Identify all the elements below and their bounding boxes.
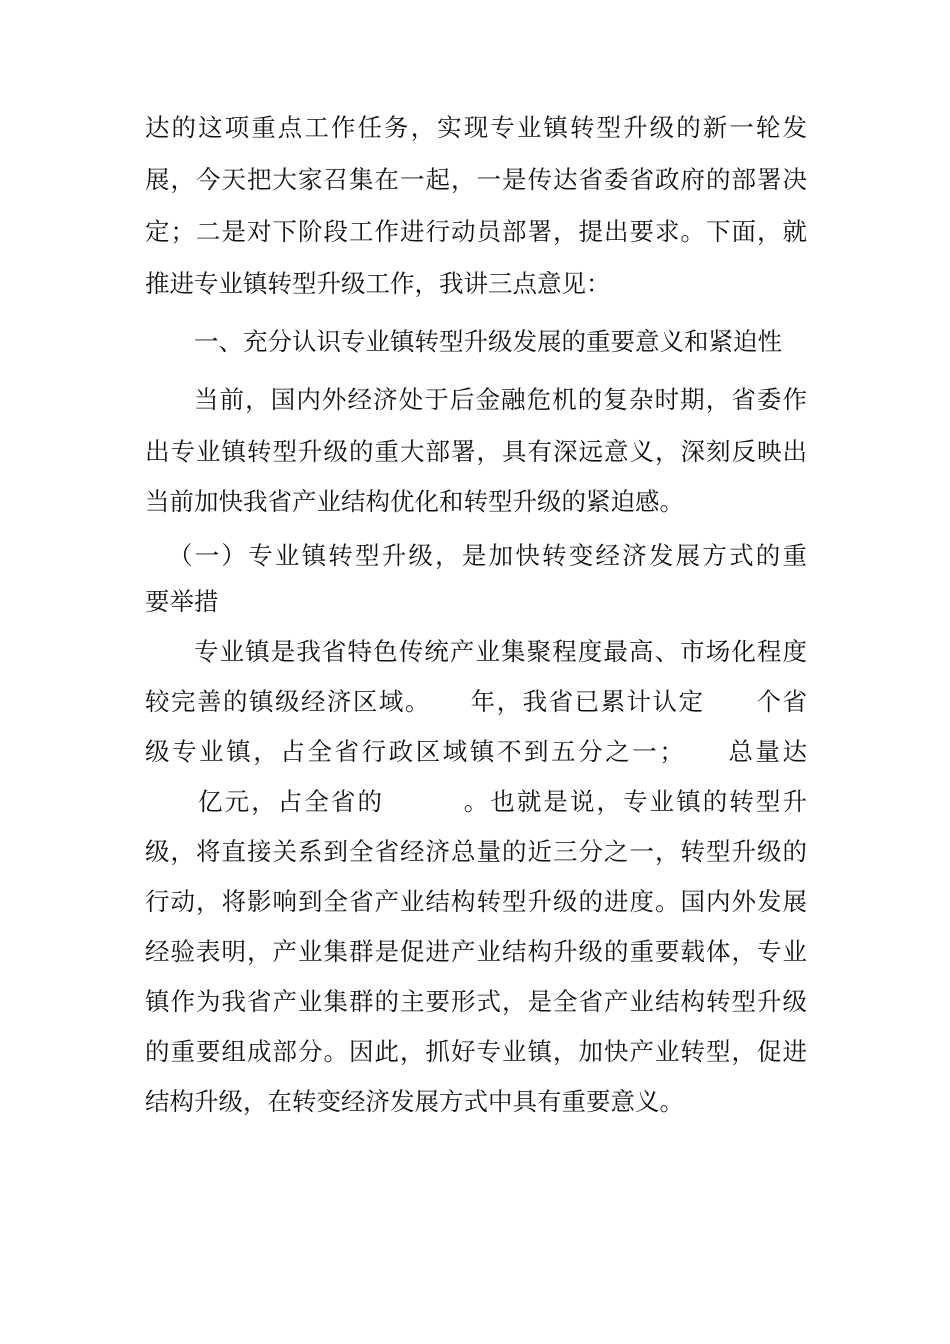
text-line: 级，将直接关系到全省经济总量的近三分之一，转型升级的: [145, 837, 807, 866]
text-line: 推进专业镇转型升级工作，我讲三点意见：: [145, 269, 611, 298]
text-line: 较完善的镇级经济区域。 年，我省已累计认定 个省: [145, 687, 807, 716]
subsection-heading-cont: 要举措: [145, 587, 219, 616]
subsection-heading: （一）专业镇转型升级，是加快转变经济发展方式的重: [168, 541, 807, 570]
text-line: 经验表明，产业集群是促进产业结构升级的重要载体，专业: [145, 937, 807, 966]
text-line: 级专业镇，占全省行政区域镇不到五分之一； 总量达: [145, 737, 807, 766]
text-line: 行动，将影响到全省产业结构转型升级的进度。国内外发展: [145, 887, 807, 916]
text-line: 当前加快我省产业结构优化和转型升级的紧迫感。: [145, 487, 684, 516]
text-line: 结构升级，在转变经济发展方式中具有重要意义。: [145, 1087, 684, 1116]
text-line: 定；二是对下阶段工作进行动员部署，提出要求。下面，就: [145, 217, 807, 246]
text-line: 达的这项重点工作任务，实现专业镇转型升级的新一轮发: [145, 113, 807, 142]
text-line: 镇作为我省产业集群的主要形式，是全省产业结构转型升级: [145, 987, 807, 1016]
text-line: 亿元，占全省的 。也就是说，专业镇的转型升: [145, 787, 807, 816]
text-line: 展，今天把大家召集在一起，一是传达省委省政府的部署决: [145, 165, 807, 194]
text-line: 出专业镇转型升级的重大部署，具有深远意义，深刻反映出: [145, 437, 807, 466]
text-line: 的重要组成部分。因此，抓好专业镇，加快产业转型，促进: [145, 1037, 807, 1066]
text-line: 当前，国内外经济处于后金融危机的复杂时期，省委作: [194, 385, 807, 414]
text-line: 专业镇是我省特色传统产业集聚程度最高、市场化程度: [194, 637, 807, 666]
section-heading: 一、充分认识专业镇转型升级发展的重要意义和紧迫性: [194, 327, 782, 356]
